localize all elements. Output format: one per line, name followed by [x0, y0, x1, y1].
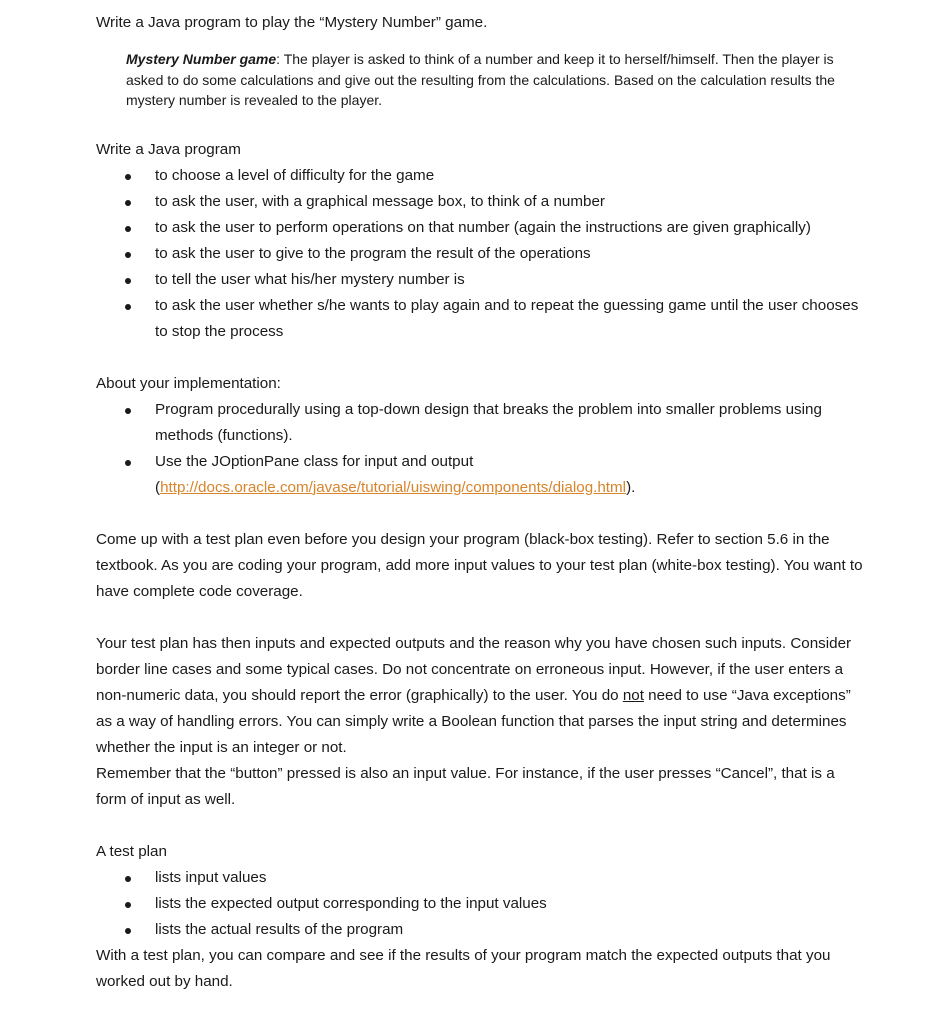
implementation-section-title: About your implementation:	[96, 374, 281, 392]
button-input-note: Remember that the “button” pressed is also an input value. For instance, if the user presses “Cancel”, that is a form of input as well.	[96, 764, 835, 808]
bullet-icon	[125, 252, 131, 258]
list-item: to ask the user to give to the program the result of the operations	[96, 241, 866, 267]
implementation-notes	[96, 371, 866, 501]
bullet-icon	[125, 408, 131, 414]
test-plan-closing: With a test plan, you can compare and see if the results of your program match the expected outputs that you worked out by hand.	[96, 946, 831, 990]
document-page	[96, 10, 866, 995]
list-item: to ask the user to perform operations on that number (again the instructions are given graphically)	[96, 215, 866, 241]
bullet-icon	[125, 174, 131, 180]
game-definition	[126, 49, 838, 111]
emphasis-not: not	[622, 686, 644, 704]
list-item: Use the JOptionPane class for input and output (http://docs.oracle.com/javase/tutorial/uiswing/components/dialog.html).	[96, 449, 866, 501]
bullet-icon	[125, 876, 131, 882]
implementation-list	[96, 397, 866, 501]
list-item: to tell the user what his/her mystery number is	[96, 267, 866, 293]
joptionpane-docs-link[interactable]: http://docs.oracle.com/javase/tutorial/uiswing/components/dialog.html	[160, 478, 627, 496]
assignment-heading: Write a Java program to play the “Mystery Number” game.	[96, 14, 488, 31]
test-plan-definition	[96, 839, 866, 995]
list-item: Program procedurally using a top-down design that breaks the problem into smaller problems using methods (functions).	[96, 397, 866, 449]
test-plan-intro-block	[96, 527, 866, 605]
list-item: lists input values	[96, 865, 866, 891]
program-requirements	[96, 137, 866, 345]
bullet-icon	[125, 928, 131, 934]
list-item: lists the expected output corresponding to the input values	[96, 891, 866, 917]
test-plan-detail: Your test plan has then inputs and expected outputs and the reason why you have chosen such inputs. Consider border line cases and some typical cases. Do not concentrate on erroneous input. However, if the user enters a non-numeric data, you should report the error (graphically) to the user. You do not need to use “Java exceptions” as a way of handling errors. You can simply write a Boolean function that parses the input string and determines whether the input is an integer or not.	[96, 634, 852, 756]
test-plan-detail-block	[96, 631, 866, 813]
program-section-title: Write a Java program	[96, 140, 241, 158]
bullet-icon	[125, 278, 131, 284]
program-requirements-list	[96, 163, 866, 345]
definition-term: Mystery Number game	[126, 51, 277, 67]
bullet-icon	[125, 902, 131, 908]
test-plan-intro: Come up with a test plan even before you design your program (black-box testing). Refer to section 5.6 in the textbook. As you are coding your program, add more input values to your test plan (white-box testing). You want to have complete code coverage.	[96, 530, 863, 600]
list-item: to ask the user, with a graphical message box, to think of a number	[96, 189, 866, 215]
test-plan-list	[96, 865, 866, 943]
bullet-icon	[125, 226, 131, 232]
list-item: to ask the user whether s/he wants to play again and to repeat the guessing game until the user chooses to stop the process	[96, 293, 866, 345]
list-item: lists the actual results of the program	[96, 917, 866, 943]
definition-text: : The player is asked to think of a number and keep it to herself/himself. Then the player is asked to do some calculations and give out the resulting from the calculations. Based on the calculation results the mystery number is revealed to the player.	[126, 51, 835, 108]
bullet-icon	[125, 304, 131, 310]
test-plan-title: A test plan	[96, 842, 167, 860]
list-item: to choose a level of difficulty for the game	[96, 163, 866, 189]
bullet-icon	[125, 200, 131, 206]
bullet-icon	[125, 460, 131, 466]
